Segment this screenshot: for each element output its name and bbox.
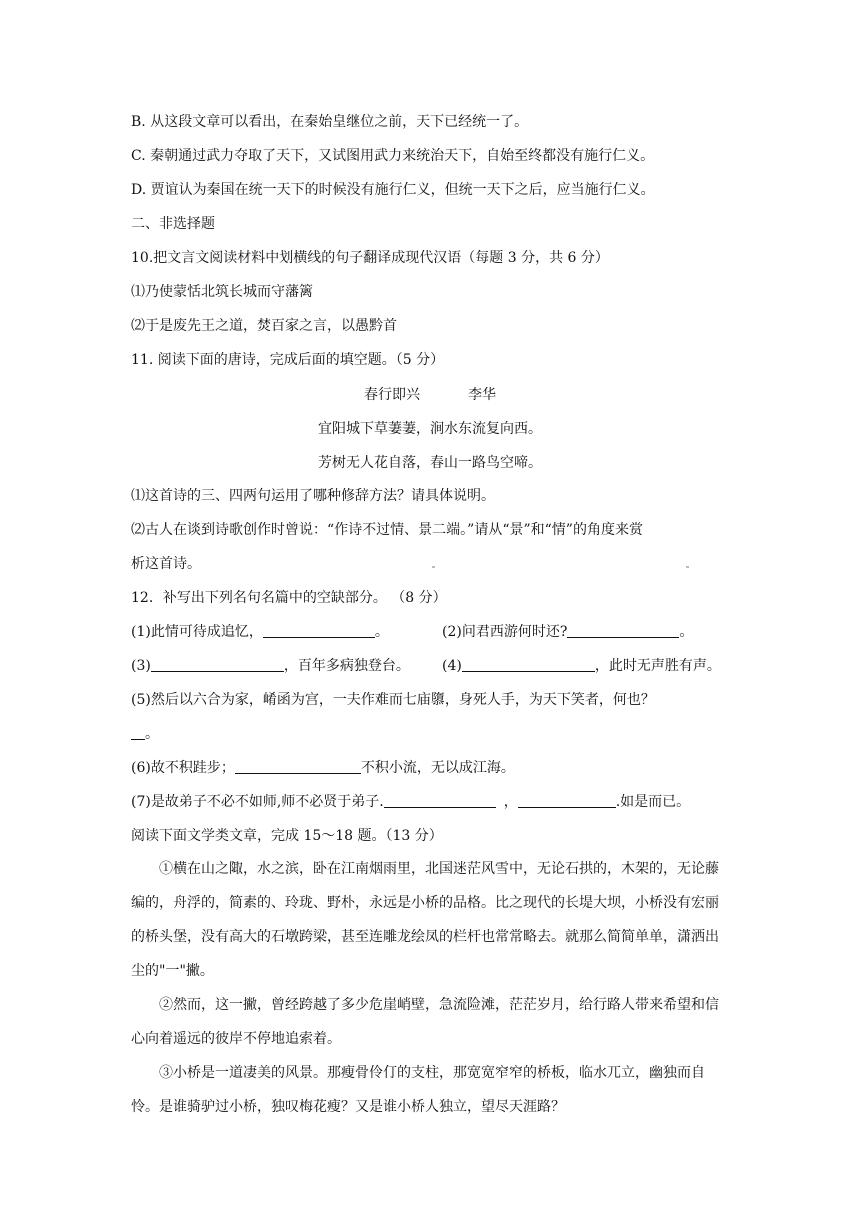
question-10-part-2: ⑵于是废先王之道，焚百家之言，以愚黔首	[131, 318, 397, 334]
reading-instruction: 阅读下面文学类文章，完成 15～18 题。（13 分）	[131, 828, 443, 844]
poem-author: 李华	[468, 387, 496, 403]
answer-blank[interactable]	[151, 657, 284, 672]
poem-line-2: 芳树无人花自落，春山一路鸟空啼。	[318, 455, 542, 471]
answer-blank[interactable]	[384, 793, 496, 808]
poem-title: 春行即兴	[364, 387, 420, 403]
question-10: 10.把文言文阅读材料中划横线的句子翻译成现代汉语（每题 3 分，共 6 分）	[131, 250, 609, 266]
scan-mark	[686, 566, 689, 568]
fill-item-6: (6)故不积跬步； 不积小流，无以成江海。	[131, 760, 515, 776]
option-d: D. 贾谊认为秦国在统一天下的时候没有施行仁义，但统一天下之后，应当施行仁义。	[131, 182, 655, 198]
answer-blank[interactable]	[263, 623, 375, 638]
poem-heading	[0, 384, 860, 404]
question-11-part-1: ⑴这首诗的三、四两句运用了哪种修辞方法？请具体说明。	[131, 488, 495, 504]
question-11-part-2-cont: 析这首诗。	[131, 556, 201, 572]
paragraph-1: ①横在山之陬，水之滨，卧在江南烟雨里，北国迷茫风雪中，无论石拱的，木架的，无论藤编的，舟浮的，简素的、玲珑、野朴，永远是小桥的品格。比之现代的长堤大坝，小桥没有宏丽的桥头堡，没有高大的石墩跨梁，甚至连雕龙绘凤的栏杆也常常略去。就那么简简单单，潇洒出尘的"一"撇。	[131, 861, 719, 979]
option-b: B. 从这段文章可以看出，在秦始皇继位之前，天下已经统一了。	[131, 114, 529, 130]
question-10-part-1: ⑴乃使蒙恬北筑长城而守藩篱	[131, 284, 313, 300]
fill-item-5-answer: 。	[131, 724, 159, 744]
section-heading: 二、非选择题	[131, 216, 215, 232]
scan-mark	[432, 566, 435, 568]
fill-item-2: (2)问君西游何时还? 。	[442, 624, 694, 640]
answer-blank[interactable]	[235, 759, 361, 774]
answer-blank[interactable]	[462, 657, 595, 672]
option-c: C. 秦朝通过武力夺取了天下，又试图用武力来统治天下，自始至终都没有施行仁义。	[131, 148, 655, 164]
answer-blank[interactable]	[567, 623, 679, 638]
answer-blank[interactable]	[131, 725, 145, 740]
fill-item-3: (3) ，百年多病独登台。	[131, 658, 410, 674]
fill-item-4: (4) ，此时无声胜有声。	[442, 658, 721, 674]
answer-blank[interactable]	[518, 793, 616, 808]
paragraph-3: ③小桥是一道凄美的风景。那瘦骨伶仃的支柱，那宽宽窄窄的桥板，临水兀立，幽独而自怜。是谁骑驴过小桥，独叹梅花瘦？又是谁小桥人独立，望尽天涯路？	[131, 1065, 705, 1115]
fill-item-1: (1)此情可待成追忆， 。	[131, 624, 389, 640]
fill-item-7: (7)是故弟子不必不如师,师不必贤于弟子. ， .如是而已。	[131, 794, 691, 810]
question-11-part-2: ⑵古人在谈到诗歌创作时曾说：“作诗不过情、景二端。”请从“景”和“情”的角度来赏	[131, 522, 643, 538]
question-12: 12．补写出下列名句名篇中的空缺部分。 （8 分）	[131, 590, 447, 606]
fill-item-5: (5)然后以六合为家，崤函为宫，一夫作难而七庙隳，身死人手，为天下笑者，何也？	[131, 692, 655, 708]
paragraph-2: ②然而，这一撇，曾经跨越了多少危崖峭壁，急流险滩，茫茫岁月，给行路人带来希望和信心向着遥远的彼岸不停地追索着。	[131, 997, 719, 1047]
question-11: 11. 阅读下面的唐诗，完成后面的填空题。（5 分）	[131, 352, 445, 368]
poem-line-1: 宜阳城下草萋萋，涧水东流复向西。	[318, 421, 542, 437]
